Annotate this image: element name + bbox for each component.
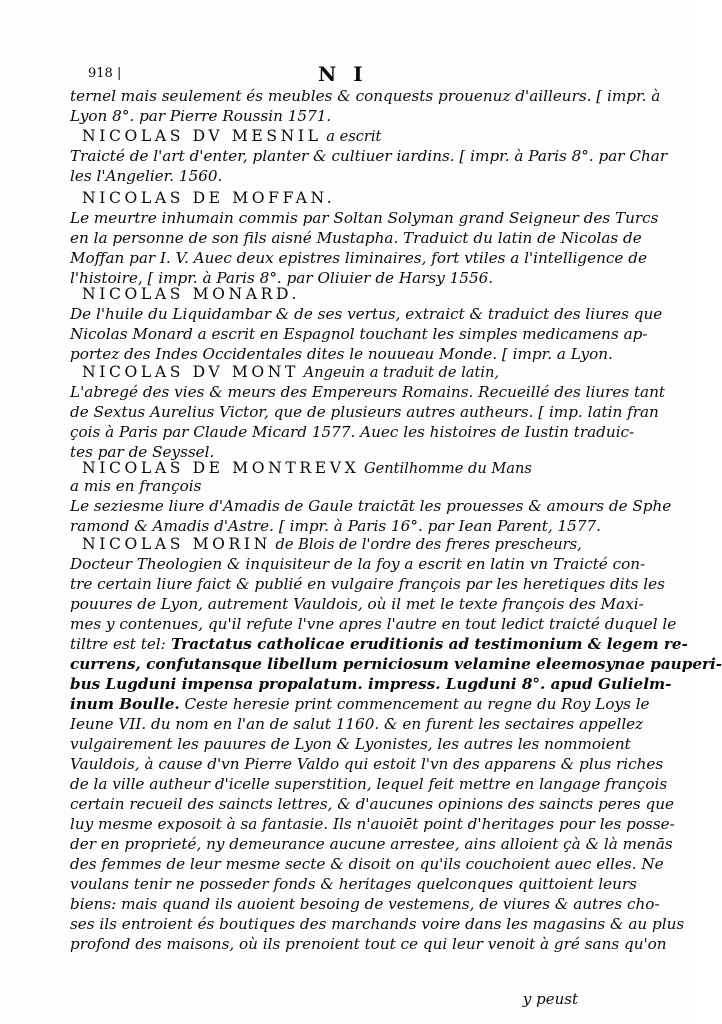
latin-title-span: Tractatus catholicae eruditionis ad testimonium & legem re- xyxy=(165,635,688,653)
text-line: tes par de Seyssel. xyxy=(70,443,215,461)
text-line: de la ville autheur d'icelle superstition, lequel feit mettre en langage françois xyxy=(70,775,668,793)
entry-heading-rest: de Blois de l'ordre des freres prescheurs, xyxy=(270,536,582,553)
entry-heading xyxy=(82,126,602,146)
text-line: Traicté de l'art d'enter, planter & cultiuer iardins. [ impr. à Paris 8°. par Char xyxy=(70,147,668,165)
text-line: l'histoire, [ impr. à Paris 8°. par Oliuier de Harsy 1556. xyxy=(70,269,494,287)
text-line: les l'Angelier. 1560. xyxy=(70,167,223,185)
text-line: Lyon 8°. par Pierre Roussin 1571. xyxy=(70,107,332,125)
text-line: tre certain liure faict & publié en vulgaire françois par les heretiques dits les xyxy=(70,575,665,593)
text-line: ses ils entroient és boutiques des marchands voire dans les magasins & au plus xyxy=(70,915,685,933)
text-line: Vauldois, à cause d'vn Pierre Valdo qui estoit l'vn des apparens & plus riches xyxy=(70,755,664,773)
text-line: des femmes de leur mesme secte & disoit on qu'ils couchoient auec elles. Ne xyxy=(70,855,664,873)
text-line: portez des Indes Occidentales dites le nouueau Monde. [ impr. a Lyon. xyxy=(70,345,613,363)
text-line: en la personne de son fils aisné Mustapha. Traduict du latin de Nicolas de xyxy=(70,229,642,247)
text-line: voulans tenir ne posseder fonds & heritages quelconques quittoient leurs xyxy=(70,875,637,893)
text-line: certain recueil des saincts lettres, & d'aucunes opinions des saincts peres que xyxy=(70,795,675,813)
text-line: der en proprieté, ny demeurance aucune arrestee, ains alloient çà & là menās xyxy=(70,835,673,853)
text-line: ternel mais seulement és meubles & conquests prouenuz d'ailleurs. [ impr. à xyxy=(70,87,661,105)
entry-author-name: NICOLAS DE MOFFAN. xyxy=(82,189,336,207)
entry-heading xyxy=(82,362,602,382)
text-line: Moffan par I. V. Auec deux epistres liminaires, fort vtiles a l'intelligence de xyxy=(70,249,647,267)
entry-heading-rest: Gentilhomme du Mans xyxy=(359,460,532,477)
text-line: ramond & Amadis d'Astre. [ impr. à Paris 16°. par Iean Parent, 1577. xyxy=(70,517,601,535)
text-line: a mis en françois xyxy=(70,477,202,495)
text-line: çois à Paris par Claude Micard 1577. Auec les histoires de Iustin traduic- xyxy=(70,423,635,441)
text-line: mes y contenues, qu'il refute l'vne apres l'autre en tout ledict traicté duquel le xyxy=(70,615,677,633)
text-line: vulgairement les pauures de Lyon & Lyonistes, les autres les nommoient xyxy=(70,735,631,753)
entry-author-name: NICOLAS MONARD. xyxy=(82,285,301,303)
entry-author-name: NICOLAS DE MONTREVX xyxy=(82,459,360,477)
entry-author-name: NICOLAS MORIN xyxy=(82,535,271,553)
text-span: Ceste heresie print commencement au regne du Roy Loys le xyxy=(179,695,650,713)
text-line: biens: mais quand ils auoient besoing de vestemens, de viures & autres cho- xyxy=(70,895,660,913)
text-line: Le meurtre inhumain commis par Soltan Solyman grand Seigneur des Turcs xyxy=(70,209,659,227)
entry-heading xyxy=(82,188,602,208)
latin-title-line: currens, confutansque libellum perniciosum velamine eleemosynae pauperi- xyxy=(70,655,722,673)
text-line: Docteur Theologien & inquisiteur de la foy a escrit en latin vn Traicté con- xyxy=(70,555,646,573)
text-line: L'abregé des vies & meurs des Empereurs Romains. Recueillé des liures tant xyxy=(70,383,665,401)
latin-title-line: bus Lugduni impensa propalatum. impress. Lugduni 8°. apud Gulielm- xyxy=(70,675,672,693)
text-line: Nicolas Monard a escrit en Espagnol touchant les simples medicamens ap- xyxy=(70,325,648,343)
entry-heading xyxy=(82,284,602,304)
latin-title-span: inum Boulle. xyxy=(70,695,180,713)
text-line: luy mesme exposoit à sa fantasie. Ils n'auoiēt point d'heritages pour les posse- xyxy=(70,815,675,833)
text-line xyxy=(70,634,688,654)
running-head: N I xyxy=(318,62,368,86)
text-line: pouures de Lyon, autrement Vauldois, où il met le texte françois des Maxi- xyxy=(70,595,644,613)
text-line xyxy=(70,694,650,714)
folio-number: 918 | xyxy=(88,66,122,81)
text-line: profond des maisons, où ils prenoient tout ce qui leur venoit à gré sans qu'on xyxy=(70,935,667,953)
entry-heading xyxy=(82,458,602,478)
text-line: Ieune VII. du nom en l'an de salut 1160. & en furent les sectaires appellez xyxy=(70,715,644,733)
entry-heading-rest: a escrit xyxy=(321,128,382,145)
entry-author-name: NICOLAS DV MESNIL xyxy=(82,127,322,145)
text-line: de Sextus Aurelius Victor, que de plusieurs autres autheurs. [ imp. latin fran xyxy=(70,403,659,421)
entry-heading xyxy=(82,534,602,554)
text-span: tiltre est tel: xyxy=(70,635,166,653)
entry-author-name: NICOLAS DV MONT xyxy=(82,363,300,381)
entry-heading-rest: Angeuin a traduit de latin, xyxy=(299,364,500,381)
text-line: Le seziesme liure d'Amadis de Gaule traictāt les prouesses & amours de Sphe xyxy=(70,497,672,515)
catchword: y peust xyxy=(522,990,578,1008)
text-line: De l'huile du Liquidambar & de ses vertus, extraict & traduict des liures que xyxy=(70,305,663,323)
